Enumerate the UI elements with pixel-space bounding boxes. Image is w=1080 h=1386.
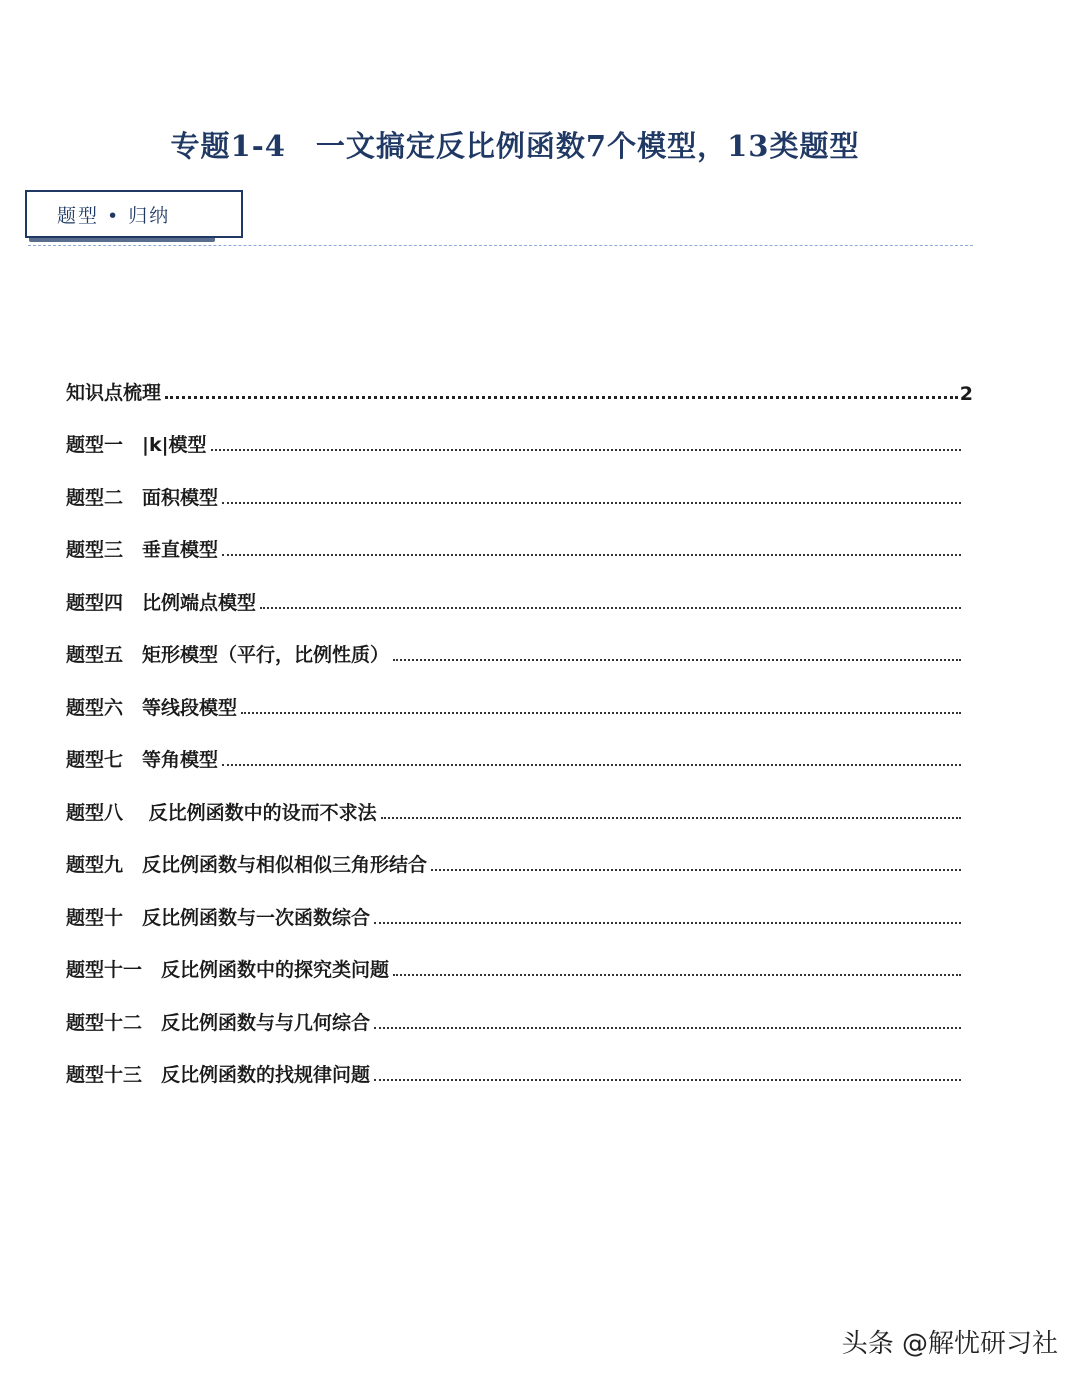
badge-label: 题型 • 归纳 — [57, 204, 171, 227]
toc-label: 题型十 反比例函数与一次函数综合 — [66, 906, 371, 929]
toc-row[interactable] — [66, 930, 973, 983]
toc-row[interactable] — [66, 1035, 973, 1088]
toc-leader — [222, 764, 961, 766]
toc-page: 2 — [959, 382, 973, 405]
toc-label: 题型四 比例端点模型 — [66, 591, 257, 614]
toc-row[interactable] — [66, 772, 973, 825]
toc-label: 题型十二 反比例函数与与几何综合 — [66, 1011, 371, 1034]
document-title: 专题1-4 一文搞定反比例函数7个模型，13类题型 — [170, 129, 860, 163]
section-divider — [28, 245, 973, 246]
toc-row[interactable] — [66, 825, 973, 878]
toc-label: 题型十一 反比例函数中的探究类问题 — [66, 959, 390, 981]
toc-label: 题型六 等线段模型 — [66, 696, 238, 719]
toc-leader — [393, 974, 961, 976]
toc-leader — [260, 607, 961, 609]
section-badge — [25, 190, 243, 238]
toc-leader — [431, 869, 961, 871]
toc-label: 题型七 等角模型 — [66, 749, 219, 771]
toc-row[interactable] — [66, 877, 973, 930]
toc-row[interactable] — [66, 720, 973, 773]
toc-row[interactable] — [66, 982, 973, 1035]
toc-label: 题型九 反比例函数与相似相似三角形结合 — [66, 854, 428, 876]
toc-leader — [374, 1027, 961, 1029]
toc-label: 题型五 矩形模型（平行，比例性质） — [66, 644, 390, 666]
toc-label: 题型一 |k|模型 — [66, 434, 207, 456]
badge-box — [25, 190, 243, 238]
watermark: 头条 @解忧研习社 — [841, 1329, 1058, 1359]
toc-leader — [222, 502, 961, 504]
toc-row[interactable] — [66, 352, 973, 405]
table-of-contents — [66, 352, 973, 1087]
toc-row[interactable] — [66, 510, 973, 563]
toc-row[interactable] — [66, 615, 973, 668]
toc-leader — [381, 817, 961, 819]
toc-row[interactable] — [66, 405, 973, 458]
toc-leader — [165, 396, 958, 399]
toc-label: 题型十三 反比例函数的找规律问题 — [66, 1064, 371, 1086]
toc-label: 题型三 垂直模型 — [66, 539, 219, 561]
toc-row[interactable] — [66, 667, 973, 720]
toc-row[interactable] — [66, 457, 973, 510]
toc-leader — [393, 659, 961, 661]
toc-leader — [374, 1079, 961, 1081]
toc-leader — [374, 922, 961, 924]
toc-label: 题型八 反比例函数中的设而不求法 — [66, 801, 377, 824]
toc-leader — [241, 712, 961, 714]
toc-label: 题型二 面积模型 — [66, 486, 219, 509]
toc-leader — [222, 554, 961, 556]
toc-leader — [211, 449, 961, 451]
toc-label: 知识点梳理 — [66, 381, 162, 404]
toc-row[interactable] — [66, 562, 973, 615]
